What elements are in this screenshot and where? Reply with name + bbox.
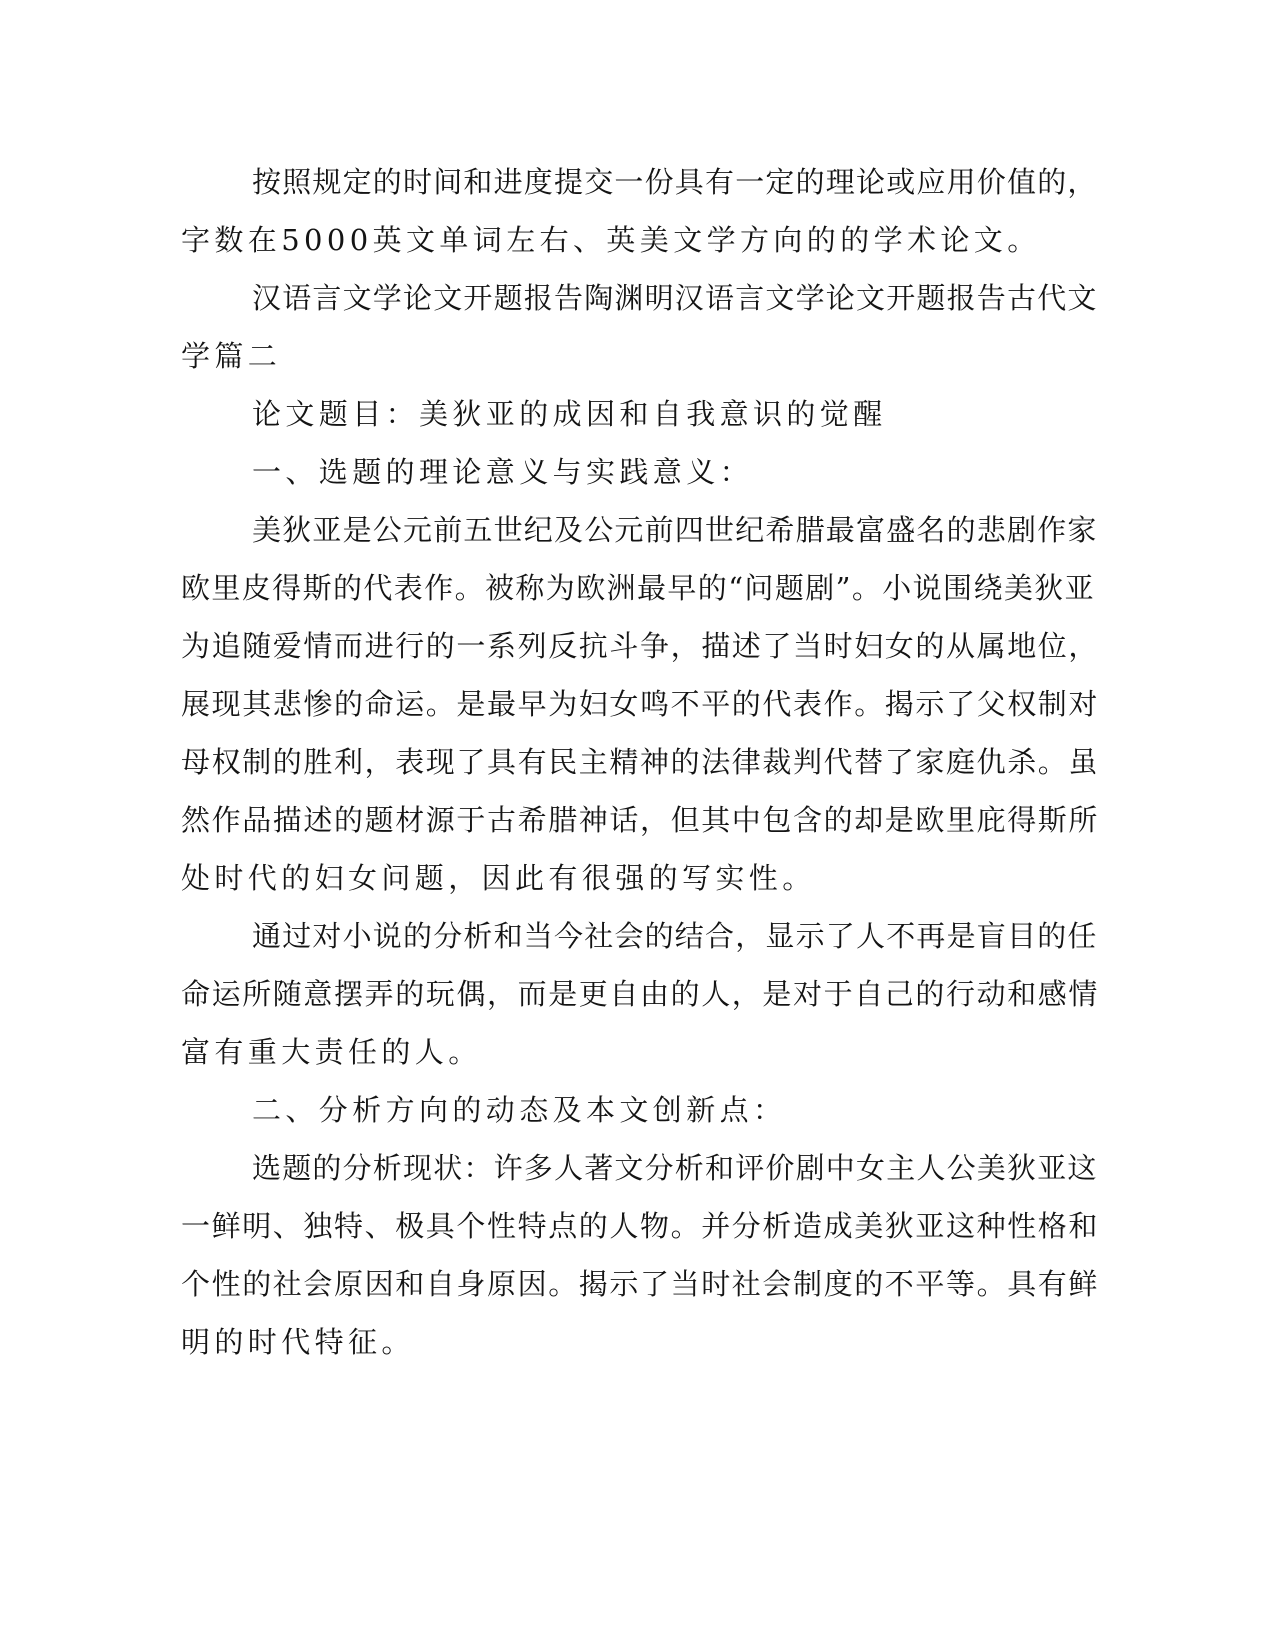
text-line: 个性的社会原因和自身原因。揭示了当时社会制度的不平等。具有鲜 — [181, 1267, 1100, 1301]
text-line: 明的时代特征。 — [181, 1325, 415, 1359]
text-line: 通过对小说的分析和当今社会的结合，显示了人不再是盲目的任 — [252, 919, 1098, 953]
text-line: 一鲜明、独特、极具个性特点的人物。并分析造成美狄亚这种性格和 — [181, 1209, 1100, 1243]
text-line: 然作品描述的题材源于古希腊神话，但其中包含的却是欧里庇得斯所 — [181, 803, 1100, 837]
text-line: 美狄亚是公元前五世纪及公元前四世纪希腊最富盛名的悲剧作家 — [252, 513, 1098, 547]
text-line: 为追随爱情而进行的一系列反抗斗争，描述了当时妇女的从属地位， — [181, 629, 1100, 663]
text-line: 学篇二 — [181, 339, 282, 373]
section-heading: 二、分析方向的动态及本文创新点： — [252, 1093, 787, 1127]
paper-title-line: 论文题目：美狄亚的成因和自我意识的觉醒 — [252, 397, 887, 431]
text-line: 处时代的妇女问题，因此有很强的写实性。 — [181, 861, 816, 895]
text-line: 字数在5000英文单词左右、英美文学方向的的学术论文。 — [181, 223, 1041, 257]
text-line: 富有重大责任的人。 — [181, 1035, 482, 1069]
text-line: 选题的分析现状：许多人著文分析和评价剧中女主人公美狄亚这 — [252, 1151, 1098, 1185]
text-line: 按照规定的时间和进度提交一份具有一定的理论或应用价值的， — [252, 165, 1098, 199]
section-heading: 一、选题的理论意义与实践意义： — [252, 455, 754, 489]
text-line: 母权制的胜利，表现了具有民主精神的法律裁判代替了家庭仇杀。虽 — [181, 745, 1100, 779]
text-line: 命运所随意摆弄的玩偶，而是更自由的人，是对于自己的行动和感情 — [181, 977, 1100, 1011]
text-line: 欧里皮得斯的代表作。被称为欧洲最早的“问题剧”。小说围绕美狄亚 — [181, 571, 1096, 605]
text-line: 汉语言文学论文开题报告陶渊明汉语言文学论文开题报告古代文 — [252, 281, 1098, 315]
text-line: 展现其悲惨的命运。是最早为妇女鸣不平的代表作。揭示了父权制对 — [181, 687, 1100, 721]
